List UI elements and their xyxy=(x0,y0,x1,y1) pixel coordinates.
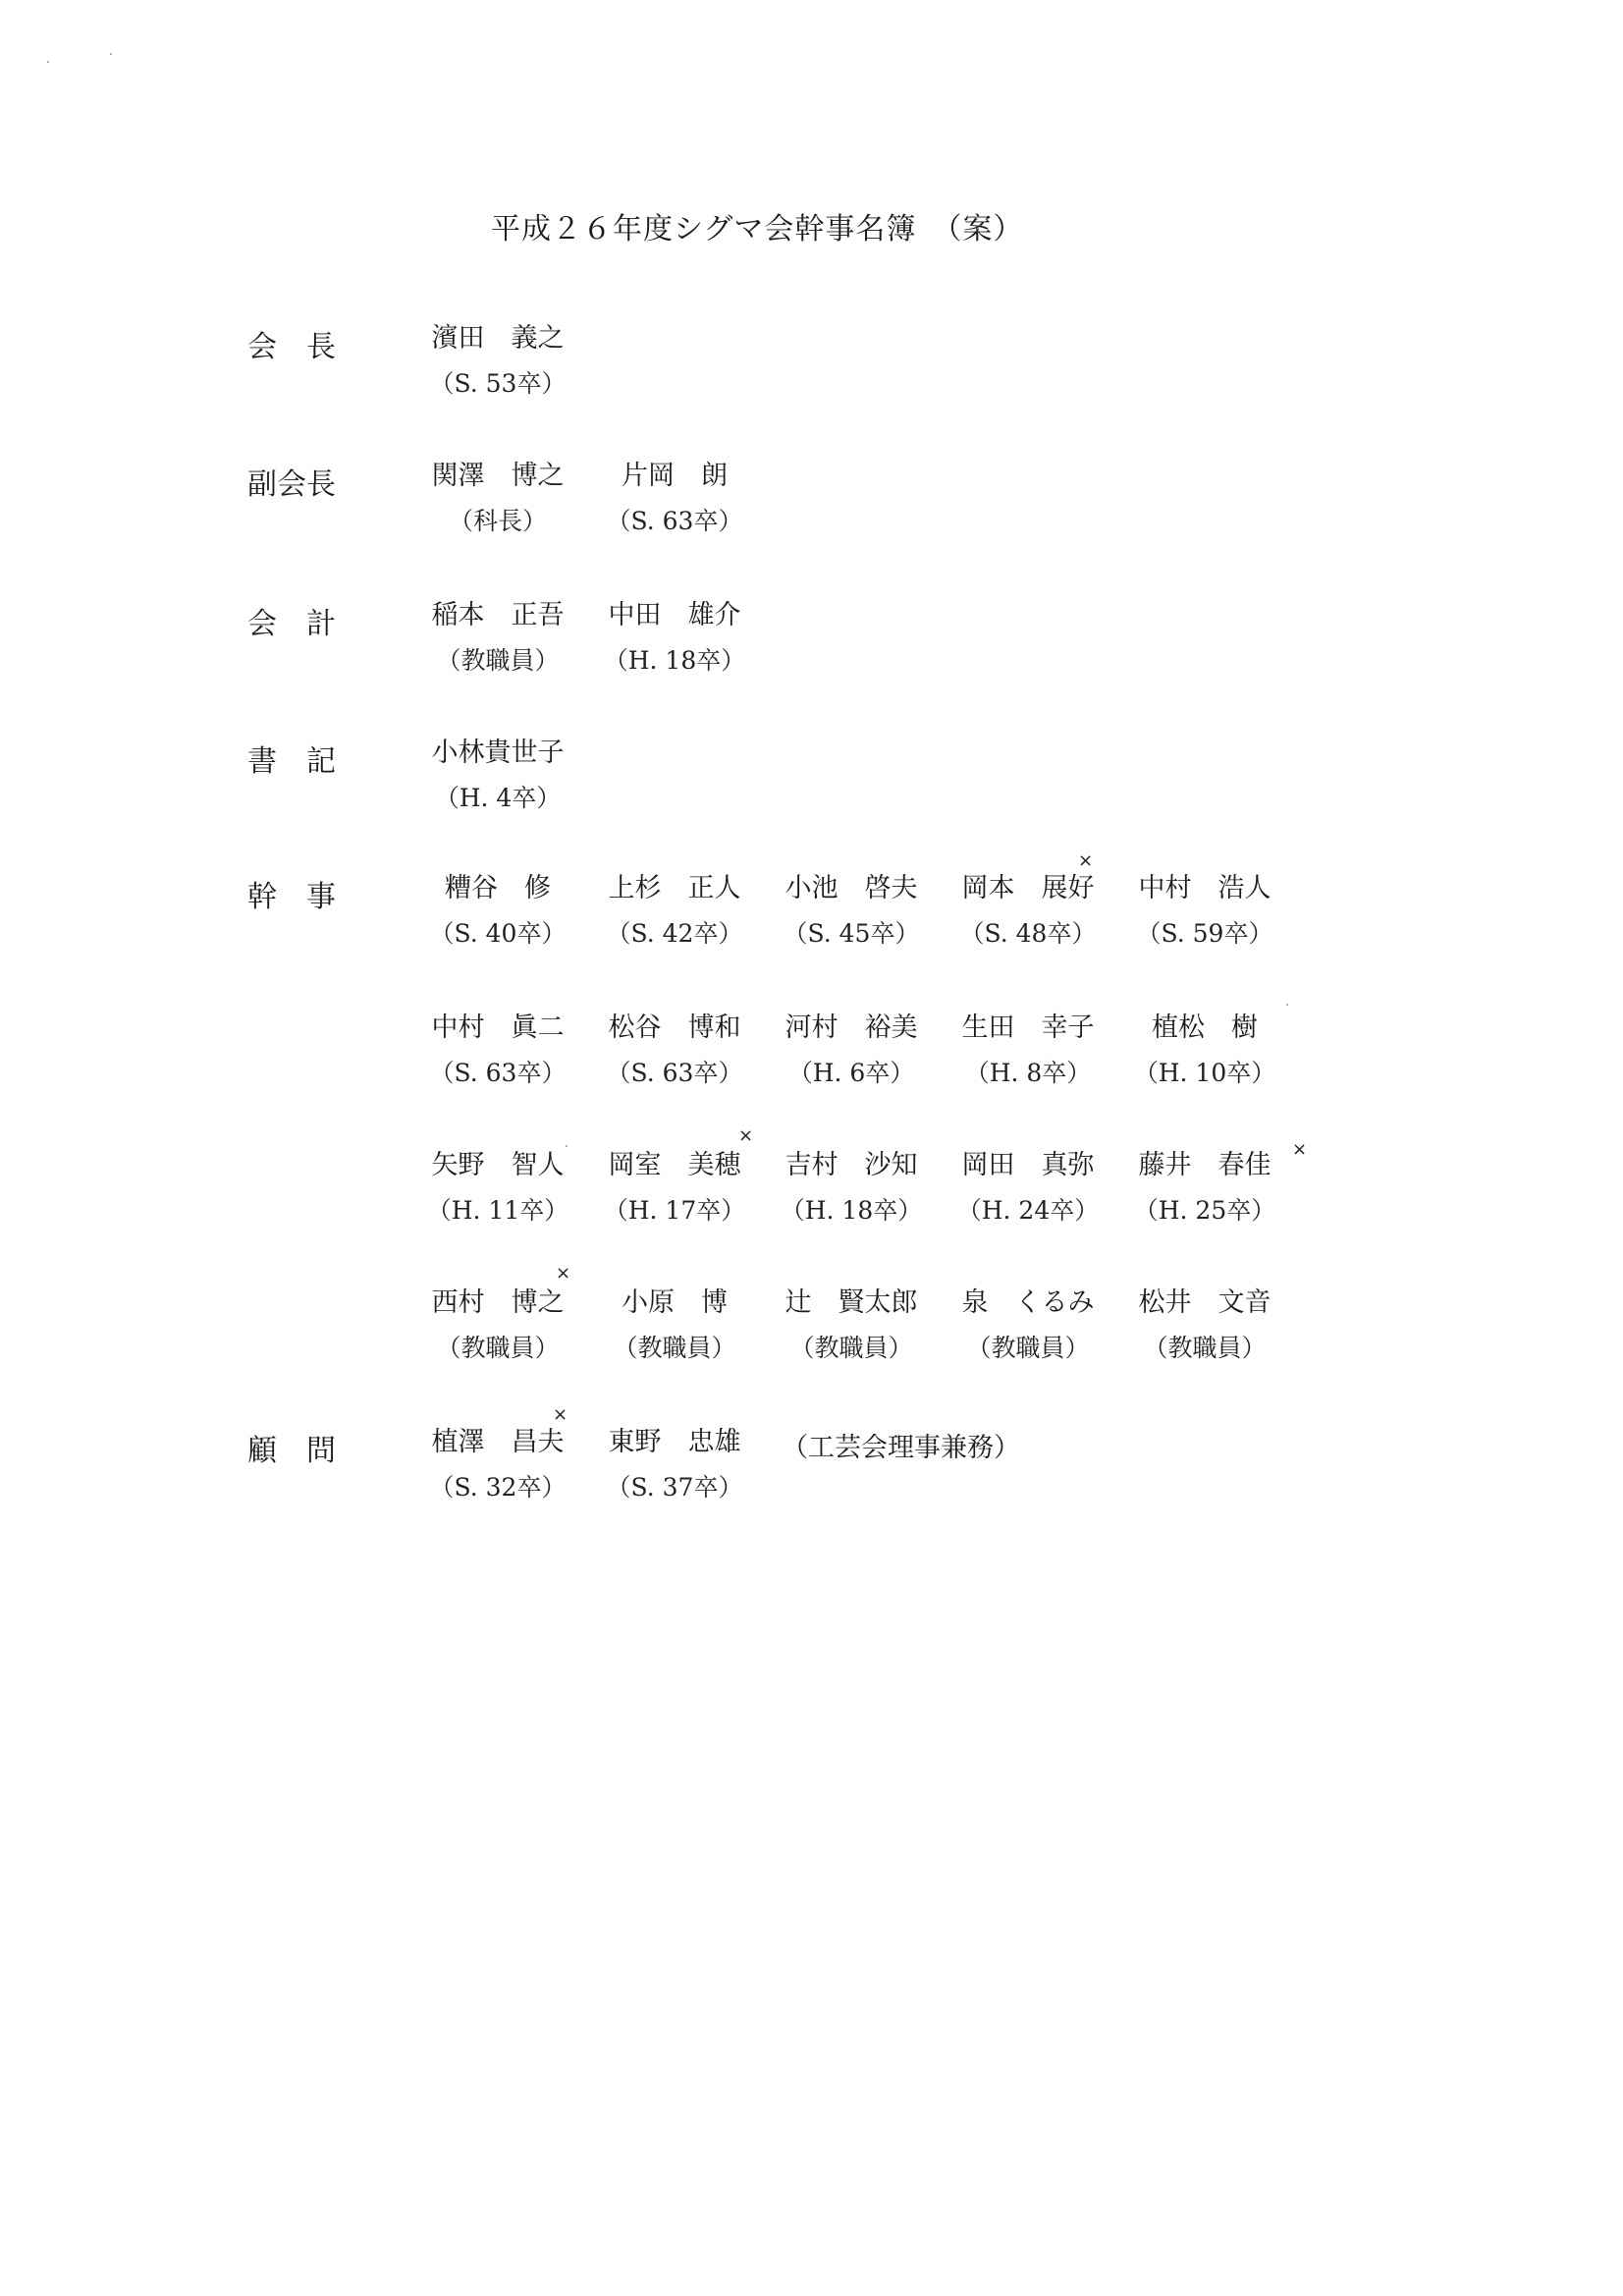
role-label-vice-president: 副会長 xyxy=(247,467,336,502)
member-name: 植松 樹 xyxy=(1152,1012,1258,1043)
handwritten-check-mark: × xyxy=(556,1263,571,1284)
member-name: 小原 博 xyxy=(622,1287,728,1318)
member-note: （H. 6卒） xyxy=(787,1059,915,1087)
member-name: 小林貴世子 xyxy=(431,738,565,768)
member-note: （S. 63卒） xyxy=(606,1059,743,1087)
member-note: （教職員） xyxy=(613,1334,736,1362)
member-name: 片岡 朗 xyxy=(622,461,728,491)
member-director xyxy=(405,1011,591,1090)
role-label-treasurer: 会 計 xyxy=(247,607,336,641)
scan-speck xyxy=(47,61,49,63)
member-note: （S. 53卒） xyxy=(429,369,567,398)
member-note: （S. 63卒） xyxy=(429,1059,567,1087)
member-director xyxy=(758,872,945,951)
member-note: （S. 63卒） xyxy=(606,507,743,535)
member-name: 糟谷 修 xyxy=(445,873,551,903)
scan-speck xyxy=(110,53,112,55)
member-vice-president-2 xyxy=(581,460,768,538)
scan-speck xyxy=(1286,1004,1288,1006)
member-name: 松谷 博和 xyxy=(608,1012,741,1043)
member-name: 岡本 展好 xyxy=(961,873,1095,903)
member-name: 岡田 真弥 xyxy=(961,1150,1095,1180)
handwritten-check-mark: × xyxy=(553,1404,568,1425)
member-vice-president-1 xyxy=(405,460,591,538)
member-note: （H. 17卒） xyxy=(603,1196,746,1225)
member-note: （教職員） xyxy=(1143,1334,1267,1362)
member-note: （S. 45卒） xyxy=(783,919,920,948)
member-name: 松井 文音 xyxy=(1138,1287,1271,1318)
document-title: 平成２６年度シグマ会幹事名簿 （案） xyxy=(491,212,1024,246)
member-name: 西村 博之 xyxy=(431,1287,565,1318)
member-name: 植澤 昌夫 xyxy=(431,1427,565,1457)
member-director xyxy=(935,1149,1121,1228)
member-president-1 xyxy=(405,322,591,401)
member-advisor-1 xyxy=(405,1426,591,1504)
member-note: （H. 24卒） xyxy=(956,1196,1100,1225)
member-director xyxy=(581,1149,768,1228)
member-name: 中村 眞二 xyxy=(431,1012,565,1043)
member-director xyxy=(935,1011,1121,1090)
member-name: 辻 賢太郎 xyxy=(784,1287,918,1318)
member-note: （H. 18卒） xyxy=(780,1196,923,1225)
member-name: 吉村 沙知 xyxy=(784,1150,918,1180)
member-secretary-1 xyxy=(405,737,591,815)
member-note: （S. 37卒） xyxy=(606,1473,743,1502)
member-note: （教職員） xyxy=(966,1334,1090,1362)
member-director xyxy=(758,1149,945,1228)
member-note: （H. 11卒） xyxy=(426,1196,569,1225)
member-note: （S. 48卒） xyxy=(959,919,1097,948)
member-note: （S. 32卒） xyxy=(429,1473,567,1502)
member-name: 河村 裕美 xyxy=(784,1012,918,1043)
member-name: 稲本 正吾 xyxy=(431,600,565,630)
role-label-directors: 幹 事 xyxy=(247,880,336,914)
handwritten-check-mark: × xyxy=(1078,850,1094,871)
member-name: 泉 くるみ xyxy=(961,1287,1095,1318)
member-director xyxy=(1111,1149,1298,1228)
handwritten-check-mark: × xyxy=(1292,1139,1308,1160)
member-name: 藤井 春佳 xyxy=(1138,1150,1271,1180)
member-note: （H. 4卒） xyxy=(434,784,562,812)
member-note: （H. 8卒） xyxy=(964,1059,1092,1087)
member-note: （S. 42卒） xyxy=(606,919,743,948)
member-treasurer-2 xyxy=(581,599,768,678)
member-director xyxy=(581,1011,768,1090)
scan-speck xyxy=(566,1145,568,1147)
member-director xyxy=(758,1286,945,1365)
member-director xyxy=(935,1286,1121,1365)
member-treasurer-1 xyxy=(405,599,591,678)
role-label-advisor: 顧 問 xyxy=(247,1434,336,1468)
handwritten-check-mark: × xyxy=(738,1125,754,1146)
member-director xyxy=(405,872,591,951)
member-director xyxy=(935,872,1121,951)
member-note: （S. 40卒） xyxy=(429,919,567,948)
member-director xyxy=(581,872,768,951)
role-label-president: 会 長 xyxy=(247,330,336,364)
member-name: 中村 浩人 xyxy=(1138,873,1271,903)
member-name: 生田 幸子 xyxy=(961,1012,1095,1043)
member-name: 関澤 博之 xyxy=(431,461,565,491)
member-note: （教職員） xyxy=(789,1334,913,1362)
member-note: （H. 25卒） xyxy=(1133,1196,1276,1225)
member-director xyxy=(405,1286,591,1365)
member-name: 東野 忠雄 xyxy=(608,1427,741,1457)
member-note: （科長） xyxy=(448,507,547,535)
member-name: 岡室 美穂 xyxy=(608,1150,741,1180)
member-name: 矢野 智人 xyxy=(431,1150,565,1180)
member-director xyxy=(758,1011,945,1090)
member-note: （教職員） xyxy=(436,646,560,675)
role-label-secretary: 書 記 xyxy=(247,744,336,779)
member-director xyxy=(1111,872,1298,951)
member-director xyxy=(581,1286,768,1365)
member-name: 中田 雄介 xyxy=(608,600,741,630)
member-name: 上杉 正人 xyxy=(608,873,741,903)
member-note: （教職員） xyxy=(436,1334,560,1362)
member-note: （S. 59卒） xyxy=(1136,919,1273,948)
member-name: 小池 啓夫 xyxy=(784,873,918,903)
member-advisor-2 xyxy=(581,1426,768,1504)
member-note: （H. 18卒） xyxy=(603,646,746,675)
member-note: （H. 10卒） xyxy=(1133,1059,1276,1087)
advisor-side-note: （工芸会理事兼務） xyxy=(782,1433,1020,1463)
member-director xyxy=(1111,1286,1298,1365)
member-director xyxy=(1111,1011,1298,1090)
member-name: 濱田 義之 xyxy=(431,323,565,354)
member-director xyxy=(405,1149,591,1228)
